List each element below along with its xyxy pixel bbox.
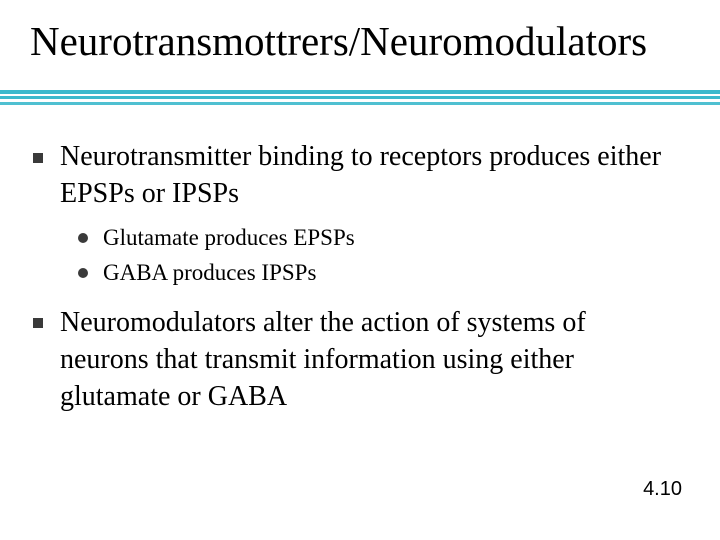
title-rule: [0, 102, 720, 105]
title-rule: [0, 96, 720, 99]
slide-number: 4.10: [643, 478, 682, 500]
title-rule: [0, 90, 720, 94]
square-bullet-icon: [33, 153, 43, 163]
slide-title: Neurotransmottrers/Neuromodulators: [30, 18, 648, 64]
sub-bullet-text: Glutamate produces EPSPs: [103, 225, 355, 250]
sub-bullet-text: GABA produces IPSPs: [103, 260, 317, 285]
square-bullet-icon: [33, 318, 43, 328]
round-bullet-icon: [78, 268, 88, 278]
bullet-text: Neuromodulators alter the action of systems of neurons that transmit information using either glutamate or GABA: [60, 307, 586, 412]
round-bullet-icon: [78, 233, 88, 243]
bullet-text: Neurotransmitter binding to receptors produces either EPSPs or IPSPs: [60, 141, 662, 209]
